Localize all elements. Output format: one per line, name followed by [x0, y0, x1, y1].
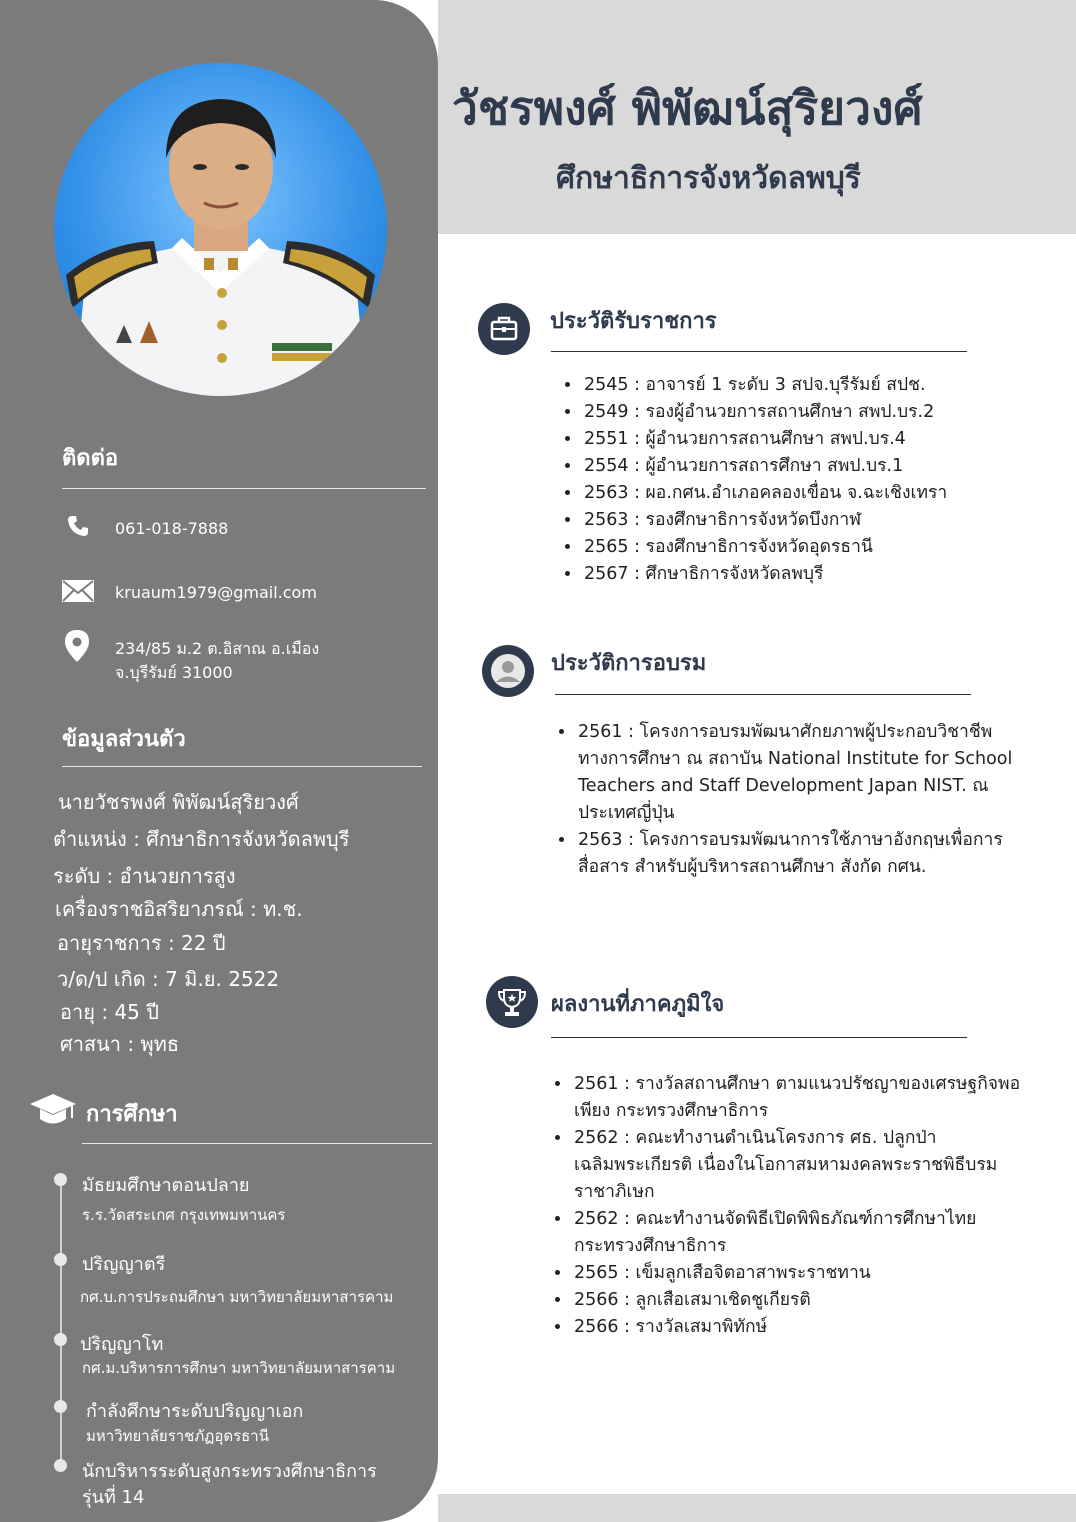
personal-line: ระดับ : อำนวยการสูง [53, 864, 236, 888]
education-timeline [60, 1180, 62, 1470]
briefcase-icon [478, 303, 530, 355]
personal-line: อายุราชการ : 22 ปี [57, 931, 226, 955]
personal-heading: ข้อมูลส่วนตัว [62, 727, 186, 752]
list-item: • 2561 : โครงการอบรมพัฒนาศักยภาพผู้ประกอบวิชาชีพทางการศึกษา ณ สถาบัน National Institute for School Teachers and Staff Development Japan NIST. ณ ประเทศญี่ปุ่น [576, 719, 1051, 827]
career-divider [551, 351, 967, 352]
education-title: ปริญญาตรี [82, 1254, 166, 1275]
timeline-dot [54, 1173, 67, 1186]
education-detail: มหาวิทยาลัยราชภัฏอุดรธานี [86, 1427, 269, 1445]
contact-divider [62, 488, 426, 489]
education-title: นักบริหารระดับสูงกระทรวงศึกษาธิการ [82, 1461, 377, 1482]
achievements-list [550, 1071, 1037, 1341]
user-circle-icon [482, 645, 534, 697]
list-item: • 2551 : ผู้อำนวยการสถานศึกษา สพป.บร.4 [582, 426, 1032, 453]
list-item: • 2561 : รางวัลสถานศึกษา ตามแนวปรัชญาของเศรษฐกิจพอเพียง กระทรวงศึกษาธิการ [572, 1071, 1037, 1125]
full-name: วัชรพงศ์ พิพัฒน์สุริยวงศ์ [452, 81, 923, 135]
timeline-dot [54, 1253, 67, 1266]
footer-bar [438, 1494, 1076, 1522]
personal-line: ศาสนา : พุทธ [60, 1032, 180, 1056]
education-detail: กศ.ม.บริหารการศึกษา มหาวิทยาลัยมหาสารคาม [82, 1359, 396, 1377]
list-item: • 2545 : อาจารย์ 1 ระดับ 3 สปจ.บุรีรัมย์ สปช. [582, 372, 1032, 399]
training-heading: ประวัติการอบรม [551, 651, 707, 676]
education-title: กำลังศึกษาระดับปริญญาเอก [86, 1401, 304, 1422]
education-detail: ร.ร.วัดสระเกศ กรุงเทพมหานคร [82, 1206, 286, 1224]
job-title: ศึกษาธิการจังหวัดลพบุรี [556, 161, 861, 196]
list-item: • 2549 : รองผู้อำนวยการสถานศึกษา สพป.บร.2 [582, 399, 1032, 426]
education-divider [82, 1143, 432, 1144]
personal-line: ตำแหน่ง : ศึกษาธิการจังหวัดลพบุรี [53, 827, 350, 851]
education-detail: รุ่นที่ 14 [82, 1487, 145, 1508]
mail-icon [62, 580, 94, 606]
contact-heading: ติดต่อ [62, 446, 119, 471]
personal-line: นายวัชรพงศ์ พิพัฒน์สุริยวงศ์ [58, 790, 299, 814]
profile-photo [54, 63, 387, 396]
career-list [560, 372, 1032, 588]
phone-number: 061-018-7888 [115, 519, 229, 538]
achievements-divider [551, 1037, 967, 1038]
list-item: • 2563 : รองศึกษาธิการจังหวัดบึงกาฬ [582, 507, 1032, 534]
personal-line: ว/ด/ป เกิด : 7 มิ.ย. 2522 [57, 967, 280, 991]
training-divider [555, 694, 971, 695]
address-line-2: จ.บุรีรัมย์ 31000 [115, 663, 233, 682]
career-heading: ประวัติรับราชการ [550, 309, 717, 334]
location-pin-icon [65, 630, 89, 666]
education-heading: การศึกษา [86, 1102, 178, 1127]
phone-icon [66, 514, 90, 542]
training-list [554, 719, 1051, 881]
timeline-dot [54, 1459, 67, 1472]
list-item: • 2565 : รองศึกษาธิการจังหวัดอุดรธานี [582, 534, 1032, 561]
personal-divider [62, 766, 422, 767]
email-address: kruaum1979@gmail.com [115, 583, 317, 602]
education-detail: กศ.บ.การประถมศึกษา มหาวิทยาลัยมหาสารคาม [80, 1288, 394, 1306]
list-item: • 2563 : ผอ.กศน.อำเภอคลองเขื่อน จ.ฉะเชิงเทรา [582, 480, 1032, 507]
graduation-cap-icon [30, 1092, 76, 1132]
timeline-dot [54, 1400, 67, 1413]
personal-line: เครื่องราชอิสริยาภรณ์ : ท.ช. [55, 897, 303, 921]
list-item: • 2566 : รางวัลเสมาพิทักษ์ [572, 1314, 1037, 1341]
trophy-icon [486, 976, 538, 1028]
address-line-1: 234/85 ม.2 ต.อิสาณ อ.เมือง [115, 639, 320, 658]
personal-line: อายุ : 45 ปี [60, 1000, 159, 1024]
list-item: • 2567 : ศึกษาธิการจังหวัดลพบุรี [582, 561, 1032, 588]
list-item: • 2562 : คณะทำงานดำเนินโครงการ ศธ. ปลูกป่าเฉลิมพระเกียรติ เนื่องในโอกาสมหามงคลพระราชพิธีบรมราชาภิเษก [572, 1125, 1037, 1206]
timeline-dot [54, 1333, 67, 1346]
list-item: • 2563 : โครงการอบรมพัฒนาการใช้ภาษาอังกฤษเพื่อการสื่อสาร สำหรับผู้บริหารสถานศึกษา สังกัด กศน. [576, 827, 1051, 881]
achievements-heading: ผลงานที่ภาคภูมิใจ [551, 992, 725, 1017]
education-title: มัธยมศึกษาตอนปลาย [82, 1175, 250, 1196]
list-item: • 2565 : เข็มลูกเสือจิตอาสาพระราชทาน [572, 1260, 1037, 1287]
list-item: • 2566 : ลูกเสือเสมาเชิดชูเกียรติ [572, 1287, 1037, 1314]
education-title: ปริญญาโท [80, 1334, 164, 1355]
list-item: • 2562 : คณะทำงานจัดพิธีเปิดพิพิธภัณฑ์การศึกษาไทย กระทรวงศึกษาธิการ [572, 1206, 1037, 1260]
list-item: • 2554 : ผู้อำนวยการสถารศึกษา สพป.บร.1 [582, 453, 1032, 480]
